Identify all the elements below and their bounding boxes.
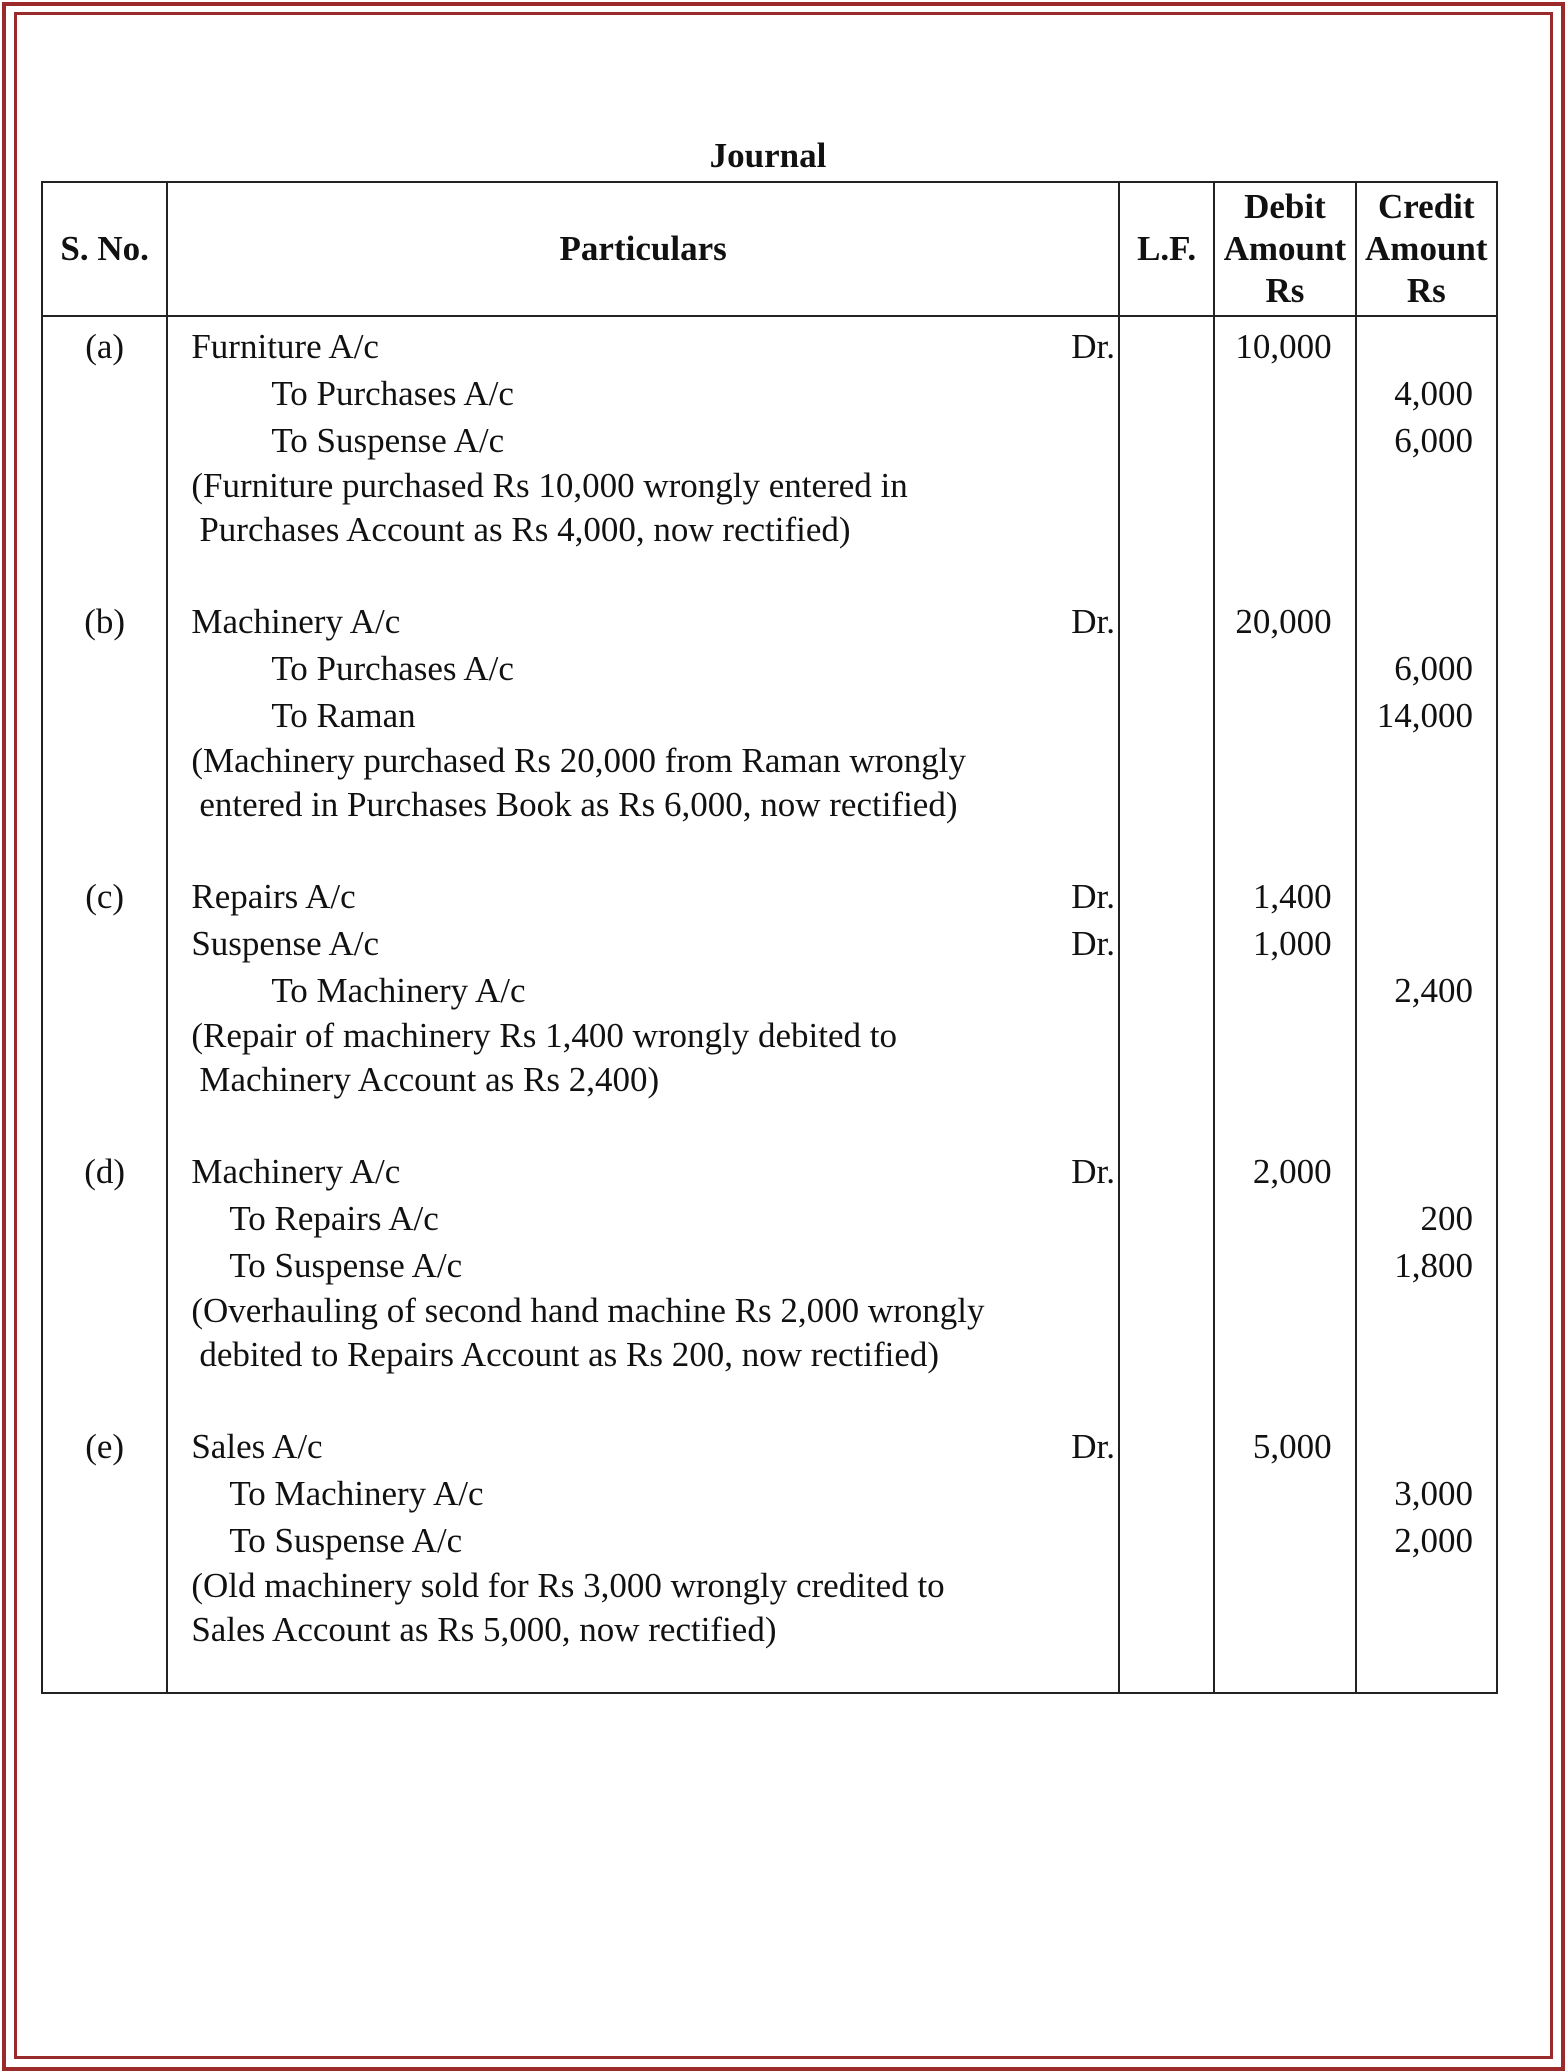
credit-amount [1358, 1423, 1495, 1470]
entry-sno-cell [42, 867, 167, 1142]
credit-amount [1358, 920, 1495, 967]
header-row [42, 182, 1497, 316]
credit-amount: 3,000 [1394, 1474, 1473, 1513]
entry-sno-cell [42, 316, 167, 592]
account-name: To Machinery A/c [271, 971, 526, 1010]
header-debit-line: Rs [1265, 271, 1305, 310]
particular-line [169, 323, 1117, 370]
entry-sno-cell [42, 1417, 167, 1693]
particular-line [169, 598, 1117, 645]
account-name: To Purchases A/c [271, 649, 514, 688]
entry-debit-cell [1214, 867, 1355, 1142]
entry-sno: (b) [84, 602, 126, 641]
journal-entry-row [42, 592, 1497, 867]
debit-amount [1216, 967, 1353, 1014]
particular-line [169, 1517, 1117, 1564]
entry-credit-cell [1356, 316, 1497, 592]
entry-sno: (d) [84, 1152, 126, 1191]
account-name: Suspense A/c [191, 924, 379, 963]
debit-amount [1216, 1517, 1353, 1564]
header-sno: S. No. [42, 182, 167, 316]
journal-table [41, 181, 1498, 1694]
entry-particulars-cell [167, 592, 1119, 867]
narration-line: Sales Account as Rs 5,000, now rectified) [191, 1610, 777, 1649]
particular-line [169, 370, 1117, 417]
entry-lf-cell [1119, 867, 1214, 1142]
credit-amount: 1,800 [1394, 1246, 1473, 1285]
entry-credit-cell [1356, 1142, 1497, 1417]
entry-particulars-cell [167, 1142, 1119, 1417]
narration-line: (Repair of machinery Rs 1,400 wrongly debited to [191, 1016, 898, 1055]
account-name: Machinery A/c [191, 602, 401, 641]
header-credit [1356, 182, 1497, 316]
particular-line [169, 1148, 1117, 1195]
account-name: To Purchases A/c [271, 374, 514, 413]
credit-amount: 2,000 [1394, 1521, 1473, 1560]
journal-entry-row [42, 1417, 1497, 1693]
entry-credit-cell [1356, 1417, 1497, 1693]
entry-particulars-cell [167, 316, 1119, 592]
entry-lf-cell [1119, 1142, 1214, 1417]
narration-line: (Furniture purchased Rs 10,000 wrongly entered in [191, 466, 908, 505]
narration-line: (Machinery purchased Rs 20,000 from Raman wrongly [191, 741, 967, 780]
credit-amount: 4,000 [1394, 374, 1473, 413]
particular-line [169, 920, 1117, 967]
entry-sno-cell [42, 1142, 167, 1417]
entry-sno: (a) [85, 327, 125, 366]
account-name: Machinery A/c [191, 1152, 401, 1191]
entry-debit-cell [1214, 592, 1355, 867]
account-name: To Repairs A/c [229, 1199, 439, 1238]
header-credit-line: Credit [1378, 187, 1475, 226]
debit-amount [1216, 1195, 1353, 1242]
header-debit-line: Debit [1244, 187, 1326, 226]
journal-title: Journal [709, 136, 827, 175]
particular-line [169, 692, 1117, 739]
particular-line [169, 1470, 1117, 1517]
debit-marker: Dr. [1071, 1427, 1115, 1466]
debit-amount: 10,000 [1235, 327, 1332, 366]
narration-line: (Overhauling of second hand machine Rs 2,000 wrongly [191, 1291, 985, 1330]
debit-amount [1216, 1470, 1353, 1517]
debit-marker: Dr. [1071, 602, 1115, 641]
entry-sno: (c) [85, 877, 125, 916]
journal-entry-row [42, 867, 1497, 1142]
account-name: Repairs A/c [191, 877, 356, 916]
debit-amount [1216, 692, 1353, 739]
entry-sno: (e) [85, 1427, 125, 1466]
credit-amount [1358, 1148, 1495, 1195]
debit-marker: Dr. [1071, 877, 1115, 916]
header-particulars: Particulars [167, 182, 1119, 316]
debit-amount [1216, 417, 1353, 464]
narration-line: entered in Purchases Book as Rs 6,000, now rectified) [199, 785, 958, 824]
entry-debit-cell [1214, 1142, 1355, 1417]
entry-debit-cell [1214, 1417, 1355, 1693]
account-name: To Raman [271, 696, 416, 735]
debit-amount [1216, 1242, 1353, 1289]
account-name: To Suspense A/c [271, 421, 505, 460]
entry-particulars-cell [167, 1417, 1119, 1693]
entry-lf-cell [1119, 1417, 1214, 1693]
account-name: To Suspense A/c [229, 1521, 463, 1560]
debit-marker: Dr. [1071, 1152, 1115, 1191]
debit-marker: Dr. [1071, 924, 1115, 963]
entry-lf-cell [1119, 592, 1214, 867]
particular-line [169, 873, 1117, 920]
particular-line [169, 1423, 1117, 1470]
account-name: To Suspense A/c [229, 1246, 463, 1285]
credit-amount: 200 [1420, 1199, 1473, 1238]
credit-amount: 14,000 [1376, 696, 1473, 735]
header-debit-line: Amount [1223, 229, 1347, 268]
header-credit-line: Amount [1365, 229, 1488, 268]
narration-line: debited to Repairs Account as Rs 200, now rectified) [199, 1335, 940, 1374]
entry-credit-cell [1356, 867, 1497, 1142]
entry-particulars-cell [167, 867, 1119, 1142]
particular-line [169, 1195, 1117, 1242]
entry-sno-cell [42, 592, 167, 867]
journal-entry-row [42, 316, 1497, 592]
debit-amount: 20,000 [1235, 602, 1332, 641]
entry-credit-cell [1356, 592, 1497, 867]
credit-amount [1358, 873, 1495, 920]
journal-entry-row [42, 1142, 1497, 1417]
credit-amount: 2,400 [1394, 971, 1473, 1010]
particular-line [169, 645, 1117, 692]
debit-amount: 5,000 [1252, 1427, 1332, 1466]
entry-debit-cell [1214, 316, 1355, 592]
debit-amount: 1,400 [1252, 877, 1332, 916]
credit-amount: 6,000 [1394, 649, 1473, 688]
particular-line [169, 967, 1117, 1014]
debit-amount: 2,000 [1252, 1152, 1332, 1191]
entry-lf-cell [1119, 316, 1214, 592]
debit-amount: 1,000 [1252, 924, 1332, 963]
particular-line [169, 417, 1117, 464]
credit-amount [1358, 598, 1495, 645]
debit-marker: Dr. [1071, 327, 1115, 366]
debit-amount [1216, 645, 1353, 692]
narration-line: Purchases Account as Rs 4,000, now rectified) [199, 510, 851, 549]
account-name: Sales A/c [191, 1427, 323, 1466]
credit-amount: 6,000 [1394, 421, 1473, 460]
account-name: Furniture A/c [191, 327, 379, 366]
header-debit [1214, 182, 1355, 316]
particular-line [169, 1242, 1117, 1289]
credit-amount [1358, 323, 1495, 370]
debit-amount [1216, 370, 1353, 417]
narration-line: (Old machinery sold for Rs 3,000 wrongly credited to [191, 1566, 945, 1605]
header-credit-line: Rs [1406, 271, 1446, 310]
account-name: To Machinery A/c [229, 1474, 484, 1513]
header-lf: L.F. [1119, 182, 1214, 316]
narration-line: Machinery Account as Rs 2,400) [199, 1060, 660, 1099]
